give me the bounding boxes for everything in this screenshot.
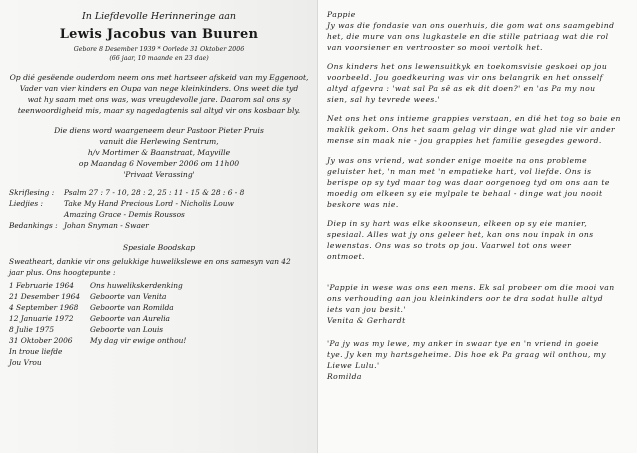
tribute-signature: Venita & Gerhardt — [327, 316, 406, 325]
tribute-signature: Romilda — [327, 372, 362, 381]
tribute-line: voorbeeld. Jou goedkeuring was vir ons belangrik en het onsself — [327, 73, 603, 82]
highlight-event: Geboorte van Louis — [90, 325, 164, 334]
tribute-line: geluister het, 'n man met 'n empatieke hart, vol liefde. Ons is — [327, 167, 592, 176]
tribute-line: mense sin maak nie - jou grappies het familie gesegdes geword. — [327, 136, 602, 145]
intro-line: Vader van vier kinders en Oupa van nege kleinkinders. Ons weet die tyd — [19, 84, 299, 93]
song-item: Amazing Grace - Demis Roussos — [64, 210, 185, 219]
age-text: (66 jaar, 10 maande en 23 dae) — [109, 55, 209, 62]
thanks-label: Bedankings : — [9, 221, 58, 230]
tribute-line: lewenstas. Ons was so trots op jou. Vaarwel tot ons weer — [327, 241, 572, 250]
special-intro-line: Sweatheart, dankie vir ons gelukkige huwelikslewe en ons samesyn van 42 — [9, 257, 291, 266]
tribute-greeting: Pappie — [327, 10, 356, 19]
special-message-title: Spesiale Boodskap — [122, 243, 196, 252]
thanks-text: Johan Snyman - Swaer — [64, 221, 149, 230]
closing-line: In troue liefde — [9, 347, 63, 356]
intro-line: Op dié gesëende ouderdom neem ons met hartseer afskeid van my Eggenoot, — [9, 73, 309, 82]
tribute-line: altyd afgevra : 'wat sal Pa sê as ek dit doen?' en 'as Pa my nou — [327, 84, 596, 93]
highlight-date: 1 Februarie 1964 — [9, 281, 75, 290]
highlight-date: 4 September 1968 — [9, 303, 79, 312]
highlight-event: Geboorte van Venita — [90, 292, 167, 301]
tribute-line: beskore was nie. — [327, 200, 399, 209]
highlight-date: 21 Desember 1964 — [9, 292, 81, 301]
service-line: vanuit die Herlewing Sentrum, — [99, 137, 219, 146]
service-line: 'Privaat Verassing' — [123, 170, 195, 179]
songs-label: Liedjies : — [9, 199, 44, 208]
tribute-line: 'Pappie in wese was ons een mens. Ek sal probeer om die mooi van — [327, 283, 615, 292]
highlight-date: 12 Januarie 1972 — [9, 314, 74, 323]
highlight-event: Ons huwelikskerdenking — [90, 281, 183, 290]
tribute-line: tye. Jy ken my hartsgeheime. Dis hoe ek Pa graag wil onthou, my — [327, 350, 606, 359]
closing-line: Jou Vrou — [9, 358, 42, 367]
life-dates: Gebore 8 Desember 1939 * Oorlede 31 Oktober 2006 — [73, 46, 245, 53]
service-line: op Maandag 6 November 2006 om 11h00 — [78, 159, 240, 168]
memorial-heading: In Liefdevolle Herinneringe aan — [81, 11, 237, 22]
tribute-line: berispe op sy tyd maar tog was daar oorgenoeg tyd om ons aan te — [327, 178, 610, 187]
tribute-line: Jy was die fondasie van ons ouerhuis, die gom wat ons saamgebind — [327, 21, 615, 30]
intro-line: wat hy saam met ons was, was vreugdevolle jare. Daarom sal ons sy — [27, 95, 291, 104]
tribute-line: spesiaal. Alles wat jy ons geleer het, kan ons nou inpak in ons — [327, 230, 594, 239]
left-panel — [0, 0, 318, 453]
highlight-date: 31 Oktober 2006 — [9, 336, 73, 345]
scripture-text: Psalm 27 : 7 - 10, 28 : 2, 25 : 11 - 15 & 28 : 6 - 8 — [64, 188, 245, 197]
scripture-label: Skriflesing : — [9, 188, 55, 197]
song-item: Take My Hand Precious Lord - Nicholis Louw — [64, 199, 234, 208]
highlight-event: Geboorte van Aurelia — [90, 314, 170, 323]
tribute-line: iets van jou besit.' — [327, 305, 406, 314]
tribute-line: ons verhouding aan jou kleinkinders oor te dra sodat hulle altyd — [327, 294, 604, 303]
tribute-line: Net ons het ons intieme grappies verstaan, en dié het tog so baie en — [327, 114, 621, 123]
service-line: h/v Mortimer & Baanstraat, Mayville — [87, 148, 231, 157]
tribute-line: sien, sal hy tevrede wees.' — [327, 95, 441, 104]
tribute-line: van voorsiener en vertrooster so mooi vertolk het. — [327, 43, 543, 52]
deceased-name: Lewis Jacobus van Buuren — [59, 27, 259, 42]
tribute-line: ontmoet. — [327, 252, 365, 261]
tribute-line: maklik gekom. Ons het saam gelag vir dinge wat glad nie vir ander — [327, 125, 616, 134]
tribute-line: Liewe Lulu.' — [327, 361, 380, 370]
intro-line: teenwoordigheid mis, maar sy nagedagtenis sal altyd vir ons kosbaar bly. — [17, 106, 301, 115]
special-intro-line: jaar plus. Ons hoogtepunte : — [9, 268, 116, 277]
tribute-line: het, die mure van ons lugkastele en die stille patriaag wat die rol — [327, 32, 609, 41]
tribute-line: Ons kinders het ons lewensuitkyk en toekomsvisie geskoei op jou — [327, 62, 608, 71]
highlight-event: My dag vir ewige onthou! — [90, 336, 187, 345]
tribute-line: Diep in sy hart was elke skoonseun, elkeen op sy eie manier, — [327, 219, 588, 228]
highlight-date: 8 Julie 1975 — [9, 325, 55, 334]
highlight-event: Geboorte van Romilda — [90, 303, 174, 312]
tribute-line: Jy was ons vriend, wat sonder enige moeite na ons probleme — [327, 156, 588, 165]
tribute-line: 'Pa jy was my lewe, my anker in swaar tye en 'n vriend in goeie — [327, 339, 599, 348]
service-line: Die diens word waargeneem deur Pastoor Pieter Pruis — [54, 126, 264, 135]
tribute-line: moedig om elkeen sy eie mylpale te behaal - dinge wat jou nooit — [327, 189, 603, 198]
